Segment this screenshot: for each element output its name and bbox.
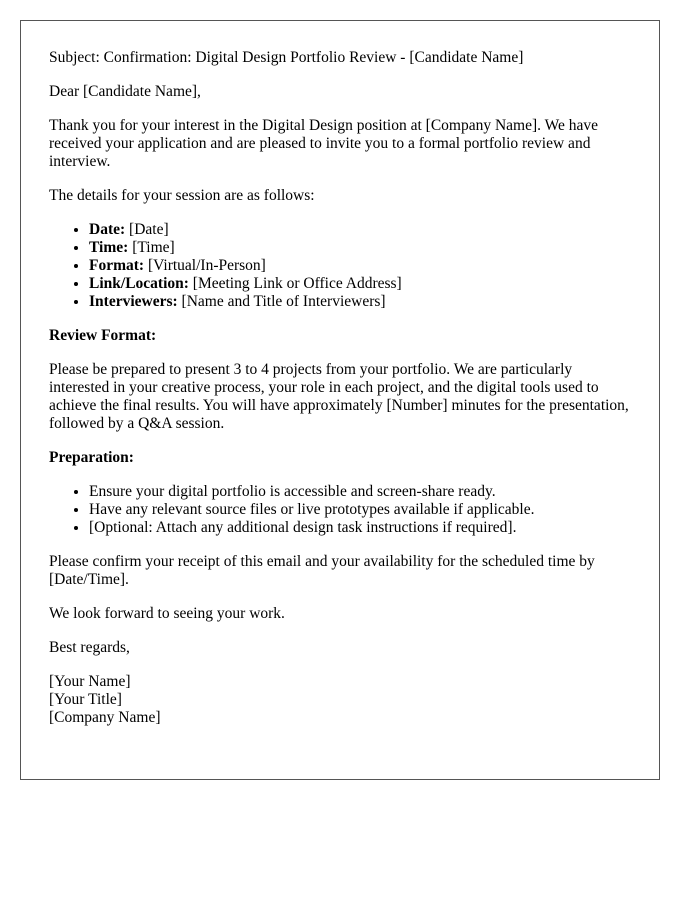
signature-name: [Your Name] bbox=[49, 673, 131, 690]
review-format-paragraph: Please be prepared to present 3 to 4 projects from your portfolio. We are particularly interested in your creative process, your role in each project, and the digital tools used to achieve the final results. You will have approximately [Number] minutes for the presentation, followed by a Q&A session. bbox=[49, 361, 629, 432]
detail-label: Time: bbox=[89, 239, 129, 256]
preparation-heading: Preparation: bbox=[49, 449, 134, 466]
detail-interviewers bbox=[89, 293, 631, 311]
detail-value: [Name and Title of Interviewers] bbox=[177, 293, 386, 310]
signature-company: [Company Name] bbox=[49, 709, 161, 726]
detail-label: Date: bbox=[89, 221, 126, 238]
detail-date bbox=[89, 221, 631, 239]
detail-value: [Virtual/In-Person] bbox=[144, 257, 266, 274]
prep-item: • Ensure your digital portfolio is accessible and screen-share ready. bbox=[89, 483, 631, 501]
detail-value: [Meeting Link or Office Address] bbox=[188, 275, 402, 292]
prep-item: • [Optional: Attach any additional design task instructions if required]. bbox=[89, 519, 631, 537]
preparation-list bbox=[49, 483, 631, 537]
review-format-heading: Review Format: bbox=[49, 327, 157, 344]
detail-value: [Time] bbox=[128, 239, 175, 256]
intro-paragraph: Thank you for your interest in the Digital Design position at [Company Name]. We have received your application and are pleased to invite you to a formal portfolio review and interview. bbox=[49, 117, 599, 170]
signature-block bbox=[49, 673, 631, 727]
detail-location bbox=[89, 275, 631, 293]
detail-time bbox=[89, 239, 631, 257]
session-details-list bbox=[49, 221, 631, 311]
signature-title: [Your Title] bbox=[49, 691, 122, 708]
prep-item: • Have any relevant source files or live prototypes available if applicable. bbox=[89, 501, 631, 519]
closing-line: We look forward to seeing your work. bbox=[49, 605, 285, 622]
signoff: Best regards, bbox=[49, 639, 130, 656]
email-subject: Subject: Confirmation: Digital Design Portfolio Review - [Candidate Name] bbox=[49, 49, 524, 66]
detail-label: Interviewers: bbox=[89, 293, 178, 310]
detail-label: Format: bbox=[89, 257, 145, 274]
greeting: Dear [Candidate Name], bbox=[49, 83, 201, 100]
detail-label: Link/Location: bbox=[89, 275, 189, 292]
detail-format bbox=[89, 257, 631, 275]
letter-container bbox=[20, 20, 660, 780]
confirm-paragraph: Please confirm your receipt of this email and your availability for the scheduled time by [Date/Time]. bbox=[49, 553, 595, 588]
details-intro: The details for your session are as follows: bbox=[49, 187, 315, 204]
detail-value: [Date] bbox=[125, 221, 169, 238]
